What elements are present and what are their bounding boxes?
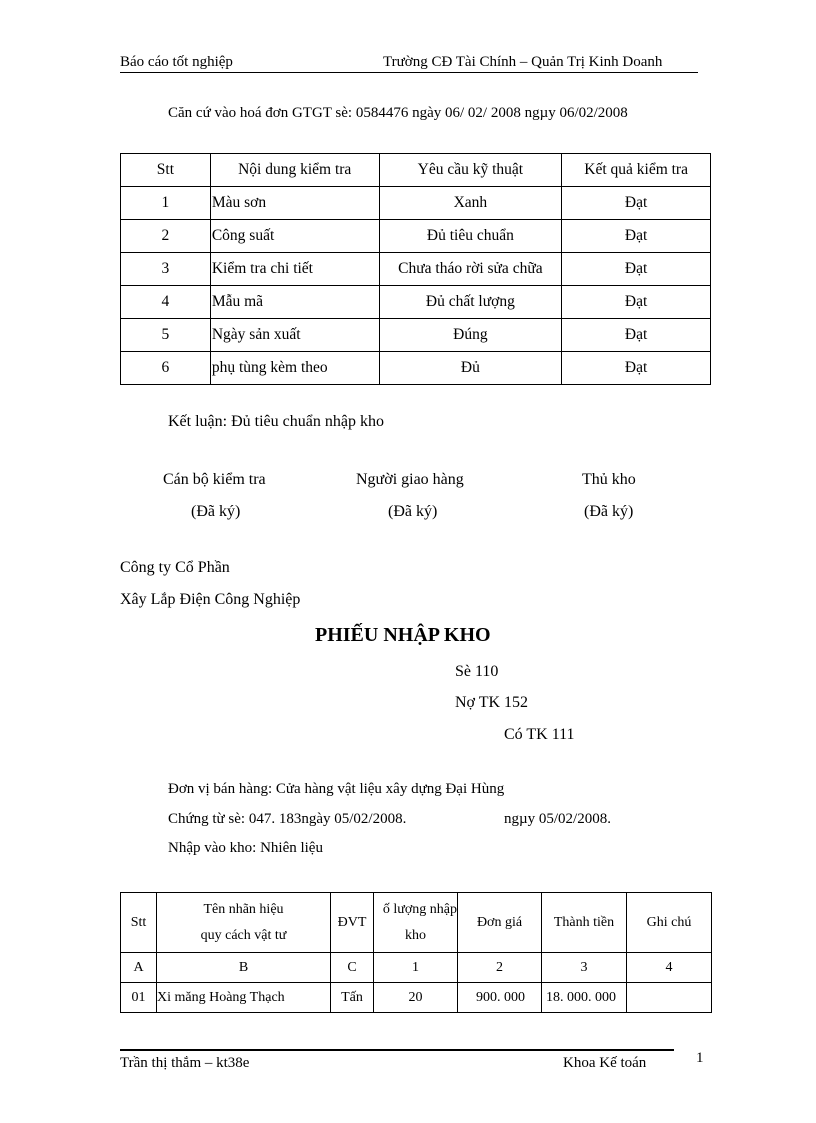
col-requirement: Yêu cầu kỹ thuật xyxy=(379,154,562,187)
signature-status-storekeeper: (Đã ký) xyxy=(584,503,634,520)
code-cell: 4 xyxy=(627,953,712,983)
goods-name-text: Xi măng Hoàng Thạch xyxy=(157,989,285,1005)
goods-note xyxy=(627,983,712,1013)
row-result: Đạt xyxy=(562,286,711,319)
row-stt: 4 xyxy=(121,286,211,319)
code-cell: 3 xyxy=(542,953,627,983)
goods-col-name-line1: Tên nhãn hiệu xyxy=(203,901,284,917)
table-row xyxy=(121,187,711,220)
row-stt: 2 xyxy=(121,220,211,253)
warehouse: Nhập vào kho: Nhiên liệu xyxy=(168,840,323,856)
footer-right: Khoa Kế toán xyxy=(563,1055,647,1071)
goods-col-qty-line1: ố lượng nhập xyxy=(382,901,457,917)
receipt-number: Sè 110 xyxy=(455,663,499,680)
row-result: Đạt xyxy=(562,319,711,352)
receipt-debit: Nợ TK 152 xyxy=(455,694,529,711)
header-left: Báo cáo tốt nghiệp xyxy=(120,54,233,70)
receipt-title: PHIẾU NHẬP KHO xyxy=(315,624,491,646)
invoice-reference: Căn cứ vào hoá đơn GTGT sè: 0584476 ngày 06/ 02/ 2008 ngµy 06/02/2008 xyxy=(168,105,628,121)
inspection-table xyxy=(120,153,711,385)
goods-col-price: Đơn giá xyxy=(458,893,542,953)
row-stt: 3 xyxy=(121,253,211,286)
goods-col-stt: Stt xyxy=(121,893,157,953)
table-row xyxy=(121,253,711,286)
goods-table xyxy=(120,892,712,1013)
col-result: Kết quả kiểm tra xyxy=(562,154,711,187)
table-row xyxy=(121,352,711,385)
code-cell: C xyxy=(331,953,374,983)
page-number: 1 xyxy=(696,1050,704,1066)
goods-code-row xyxy=(121,953,712,983)
signature-role-storekeeper: Thủ kho xyxy=(582,471,636,488)
goods-amount: 18. 000. 000 xyxy=(542,983,627,1013)
row-requirement: Đủ tiêu chuẩn xyxy=(379,220,562,253)
row-stt: 5 xyxy=(121,319,211,352)
company-line-2: Xây Lắp Điện Công Nghiệp xyxy=(120,591,301,608)
footer-left: Trần thị thắm – kt38e xyxy=(120,1055,250,1071)
row-stt: 6 xyxy=(121,352,211,385)
goods-unit: Tấn xyxy=(331,983,374,1013)
goods-col-name xyxy=(157,893,331,953)
code-cell: 2 xyxy=(458,953,542,983)
seller: Đơn vị bán hàng: Cửa hàng vật liệu xây dựng Đại Hùng xyxy=(168,781,505,797)
goods-col-qty-line2: kho xyxy=(405,927,426,943)
company-line-1: Công ty Cổ Phần xyxy=(120,559,230,576)
goods-price: 900. 000 xyxy=(458,983,542,1013)
table-row xyxy=(121,286,711,319)
col-stt: Stt xyxy=(121,154,211,187)
signature-status-deliverer: (Đã ký) xyxy=(388,503,438,520)
row-content: phụ tùng kèm theo xyxy=(210,352,379,385)
table-row xyxy=(121,220,711,253)
table-row xyxy=(121,319,711,352)
goods-col-note: Ghi chú xyxy=(627,893,712,953)
goods-header-row xyxy=(121,893,712,953)
goods-qty: 20 xyxy=(374,983,458,1013)
row-requirement: Đủ xyxy=(379,352,562,385)
signature-role-deliverer: Người giao hàng xyxy=(356,471,464,488)
row-content: Ngày sản xuất xyxy=(210,319,379,352)
receipt-credit: Có TK 111 xyxy=(504,726,575,743)
conclusion: Kết luận: Đủ tiêu chuẩn nhập kho xyxy=(168,413,384,430)
header-right: Trường CĐ Tài Chính – Quản Trị Kinh Doanh xyxy=(383,54,663,70)
goods-stt: 01 xyxy=(121,983,157,1013)
inspection-header-row xyxy=(121,154,711,187)
code-cell: B xyxy=(157,953,331,983)
goods-col-qty xyxy=(374,893,458,953)
col-content: Nội dung kiểm tra xyxy=(210,154,379,187)
code-cell: A xyxy=(121,953,157,983)
goods-col-amount: Thành tiền xyxy=(542,893,627,953)
goods-col-name-line2: quy cách vật tư xyxy=(200,927,287,943)
goods-col-unit: ĐVT xyxy=(331,893,374,953)
row-result: Đạt xyxy=(562,220,711,253)
row-requirement: Đúng xyxy=(379,319,562,352)
row-requirement: Đủ chất lượng xyxy=(379,286,562,319)
voucher: Chứng từ sè: 047. 183ngày 05/02/2008. xyxy=(168,811,407,827)
voucher-date: ngµy 05/02/2008. xyxy=(504,811,611,827)
header-rule xyxy=(120,72,698,73)
signature-status-inspector: (Đã ký) xyxy=(191,503,241,520)
goods-name xyxy=(157,983,331,1013)
row-result: Đạt xyxy=(562,352,711,385)
row-content: Kiểm tra chi tiết xyxy=(210,253,379,286)
code-cell: 1 xyxy=(374,953,458,983)
row-content: Công suất xyxy=(210,220,379,253)
footer-rule xyxy=(120,1049,674,1051)
row-result: Đạt xyxy=(562,187,711,220)
row-content: Màu sơn xyxy=(210,187,379,220)
row-result: Đạt xyxy=(562,253,711,286)
row-requirement: Chưa tháo rời sửa chữa xyxy=(379,253,562,286)
table-row xyxy=(121,983,712,1013)
row-stt: 1 xyxy=(121,187,211,220)
row-content: Mẫu mã xyxy=(210,286,379,319)
signature-role-inspector: Cán bộ kiểm tra xyxy=(163,471,266,488)
row-requirement: Xanh xyxy=(379,187,562,220)
